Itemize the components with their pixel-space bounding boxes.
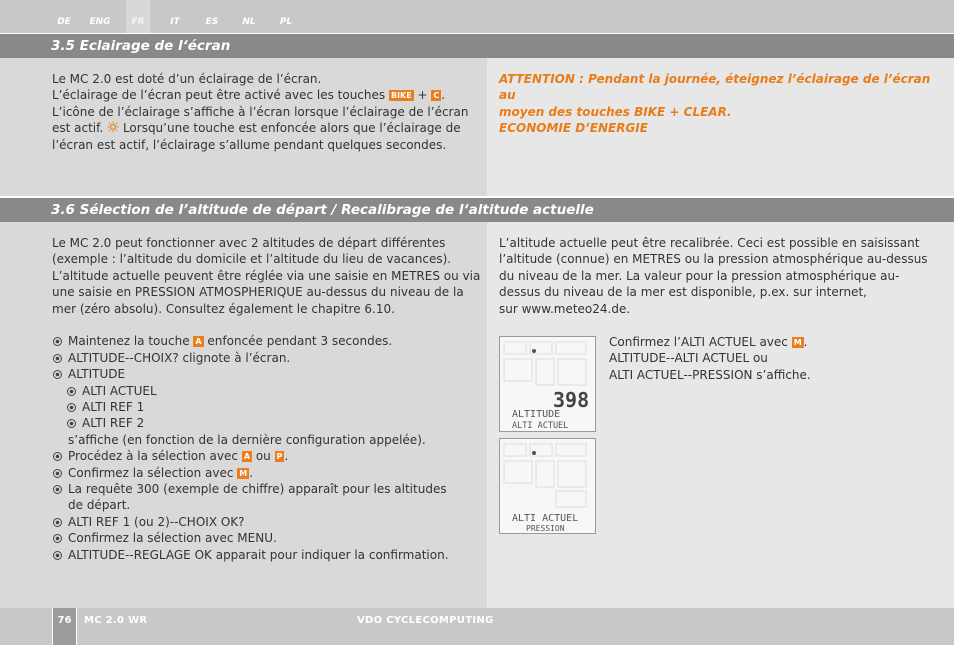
step-6 [52, 481, 482, 514]
lcd-line2: ALTI ACTUEL [512, 421, 569, 431]
step-3-option-2: ALTI REF 1 [66, 399, 482, 415]
step-4-ou: ou [252, 449, 275, 464]
footer-model: MC 2.0 WR [84, 615, 148, 626]
s2-left-line: mer (zéro absolu). Consultez également le chapitre 6.10. [52, 301, 395, 316]
c-key-tag: C [433, 91, 440, 101]
s2-right-line: L’altitude actuelle peut être recalibrée. Ceci est possible en saisissant [499, 236, 920, 250]
step-5-text: Confirmez la sélection avec [68, 465, 238, 480]
a-key-tag: A [195, 337, 202, 347]
section-3-6-left-body [52, 235, 482, 563]
lang-nl[interactable]: NL [242, 17, 256, 27]
s2-left-line: une saisie en PRESSION ATMOSPHERIQUE au-dessus du niveau de la [52, 285, 464, 300]
section-3-5-body [52, 71, 482, 153]
p-key-tag: P [276, 452, 283, 462]
lcd-altitude-graphic [500, 337, 595, 431]
confirm-text: Confirmez l’ALTI ACTUEL avec [609, 335, 792, 349]
lang-eng[interactable]: ENG [89, 17, 111, 27]
step-8: Confirmez la sélection avec MENU. [52, 530, 482, 546]
period: . [284, 449, 289, 464]
lang-pl[interactable]: PL [279, 17, 293, 27]
step-3-tail: s’affiche (en fonction de la dernière configuration appelée). [68, 432, 426, 447]
section-3-5-title: 3.5 Eclairage de l‘écran [0, 34, 954, 58]
language-bar [0, 0, 954, 33]
s1-line1: Le MC 2.0 est doté d’un éclairage de l’écran. [52, 72, 322, 86]
step-4 [52, 448, 482, 464]
lcd-line1: ALTITUDE [512, 409, 561, 420]
confirm-line2: ALTITUDE--ALTI ACTUEL ou [609, 351, 768, 366]
section-3-6-title: 3.6 Sélection de l’altitude de départ / Recalibrage de l‘altitude actuelle [0, 198, 954, 222]
step-5 [52, 465, 482, 481]
bike-key-tag: BIKE [390, 91, 412, 101]
confirm-line3: ALTI ACTUEL--PRESSION s’affiche. [609, 367, 811, 382]
lcd-value: 398 [553, 388, 590, 412]
period: . [803, 335, 808, 349]
step-6-line2: de départ. [68, 498, 131, 513]
step-1 [52, 333, 482, 349]
lcd-line2: PRESSION [526, 524, 565, 533]
lang-it[interactable]: IT [170, 17, 180, 27]
s2-left-line: L’altitude actuelle peuvent être réglée via une saisie en METRES ou via [52, 268, 481, 283]
a-key-tag: A [243, 452, 251, 462]
s1-line4b: Lorsqu’une touche est enfoncée alors que l’éclairage de [119, 121, 461, 136]
s2-left-line: (exemple : l’altitude du domicile et l’altitude du lieu de vacances). [52, 252, 452, 267]
s1-line5: l’écran est actif, l’éclairage s’allume pendant quelques secondes. [52, 137, 447, 152]
step-3-option-1: ALTI ACTUEL [66, 383, 482, 399]
lcd-altitude-display [499, 336, 596, 432]
s1-line3: L’icône de l’éclairage s’affiche à l’écran lorsque l’éclairage de l’écran [52, 104, 469, 119]
step-3: ALTITUDE [52, 366, 482, 382]
period: . [441, 88, 446, 103]
backlight-icon [107, 121, 119, 133]
page-number: 76 [52, 608, 77, 645]
warn-line1: ATTENTION : Pendant la journée, éteignez l’éclairage de l’écran au [499, 72, 931, 103]
lcd-line1: ALTI ACTUEL [512, 513, 579, 524]
lang-de[interactable]: DE [57, 17, 71, 27]
s1-line4a: est actif. [52, 121, 108, 136]
lcd-pressure-graphic [500, 439, 595, 533]
m-key-tag: M [239, 468, 248, 478]
step-4-text: Procédez à la sélection avec [68, 449, 242, 464]
section-3-5-warning [499, 71, 939, 137]
step-6-line1: La requête 300 (exemple de chiffre) apparaît pour les altitudes [68, 482, 447, 497]
step-1-text: Maintenez la touche [68, 334, 194, 349]
step-9: ALTITUDE--REGLAGE OK apparait pour indiquer la confirmation. [52, 547, 482, 563]
s2-right-line: dessus du niveau de la mer est disponible, p.ex. sur internet, [499, 285, 867, 300]
period: . [249, 465, 254, 480]
step-7: ALTI REF 1 (ou 2)--CHOIX OK? [52, 514, 482, 530]
s1-line4 [52, 120, 482, 136]
step-1-text-end: enfoncée pendant 3 secondes. [203, 334, 393, 349]
s2-right-line: sur www.meteo24.de. [499, 301, 631, 316]
page-footer [0, 608, 954, 645]
step-3-option-3: ALTI REF 2 [66, 415, 482, 431]
warn-line3: ECONOMIE D’ENERGIE [499, 121, 648, 136]
s1-line2 [52, 87, 482, 103]
warn-line2: moyen des touches BIKE + CLEAR. [499, 104, 732, 119]
m-key-tag: M [793, 338, 802, 347]
s2-right-line: l’altitude (connue) en METRES ou la pression atmosphérique au-dessus [499, 252, 928, 267]
lcd-pressure-display [499, 438, 596, 534]
lang-es[interactable]: ES [205, 17, 219, 27]
step-2: ALTITUDE--CHOIX? clignote à l’écran. [52, 350, 482, 366]
section-3-6-right-body [499, 235, 939, 317]
confirm-alti-text [609, 334, 939, 383]
footer-brand: VDO CYCLECOMPUTING [357, 615, 494, 626]
s2-left-line: Le MC 2.0 peut fonctionner avec 2 altitudes de départ différentes [52, 236, 446, 250]
s1-line2-text: L’éclairage de l’écran peut être activé avec les touches [52, 88, 389, 103]
lang-fr[interactable]: FR [126, 0, 150, 33]
plus-text: + [413, 88, 432, 103]
s2-right-line: du niveau de la mer. La valeur pour la pression atmosphérique au- [499, 268, 900, 283]
